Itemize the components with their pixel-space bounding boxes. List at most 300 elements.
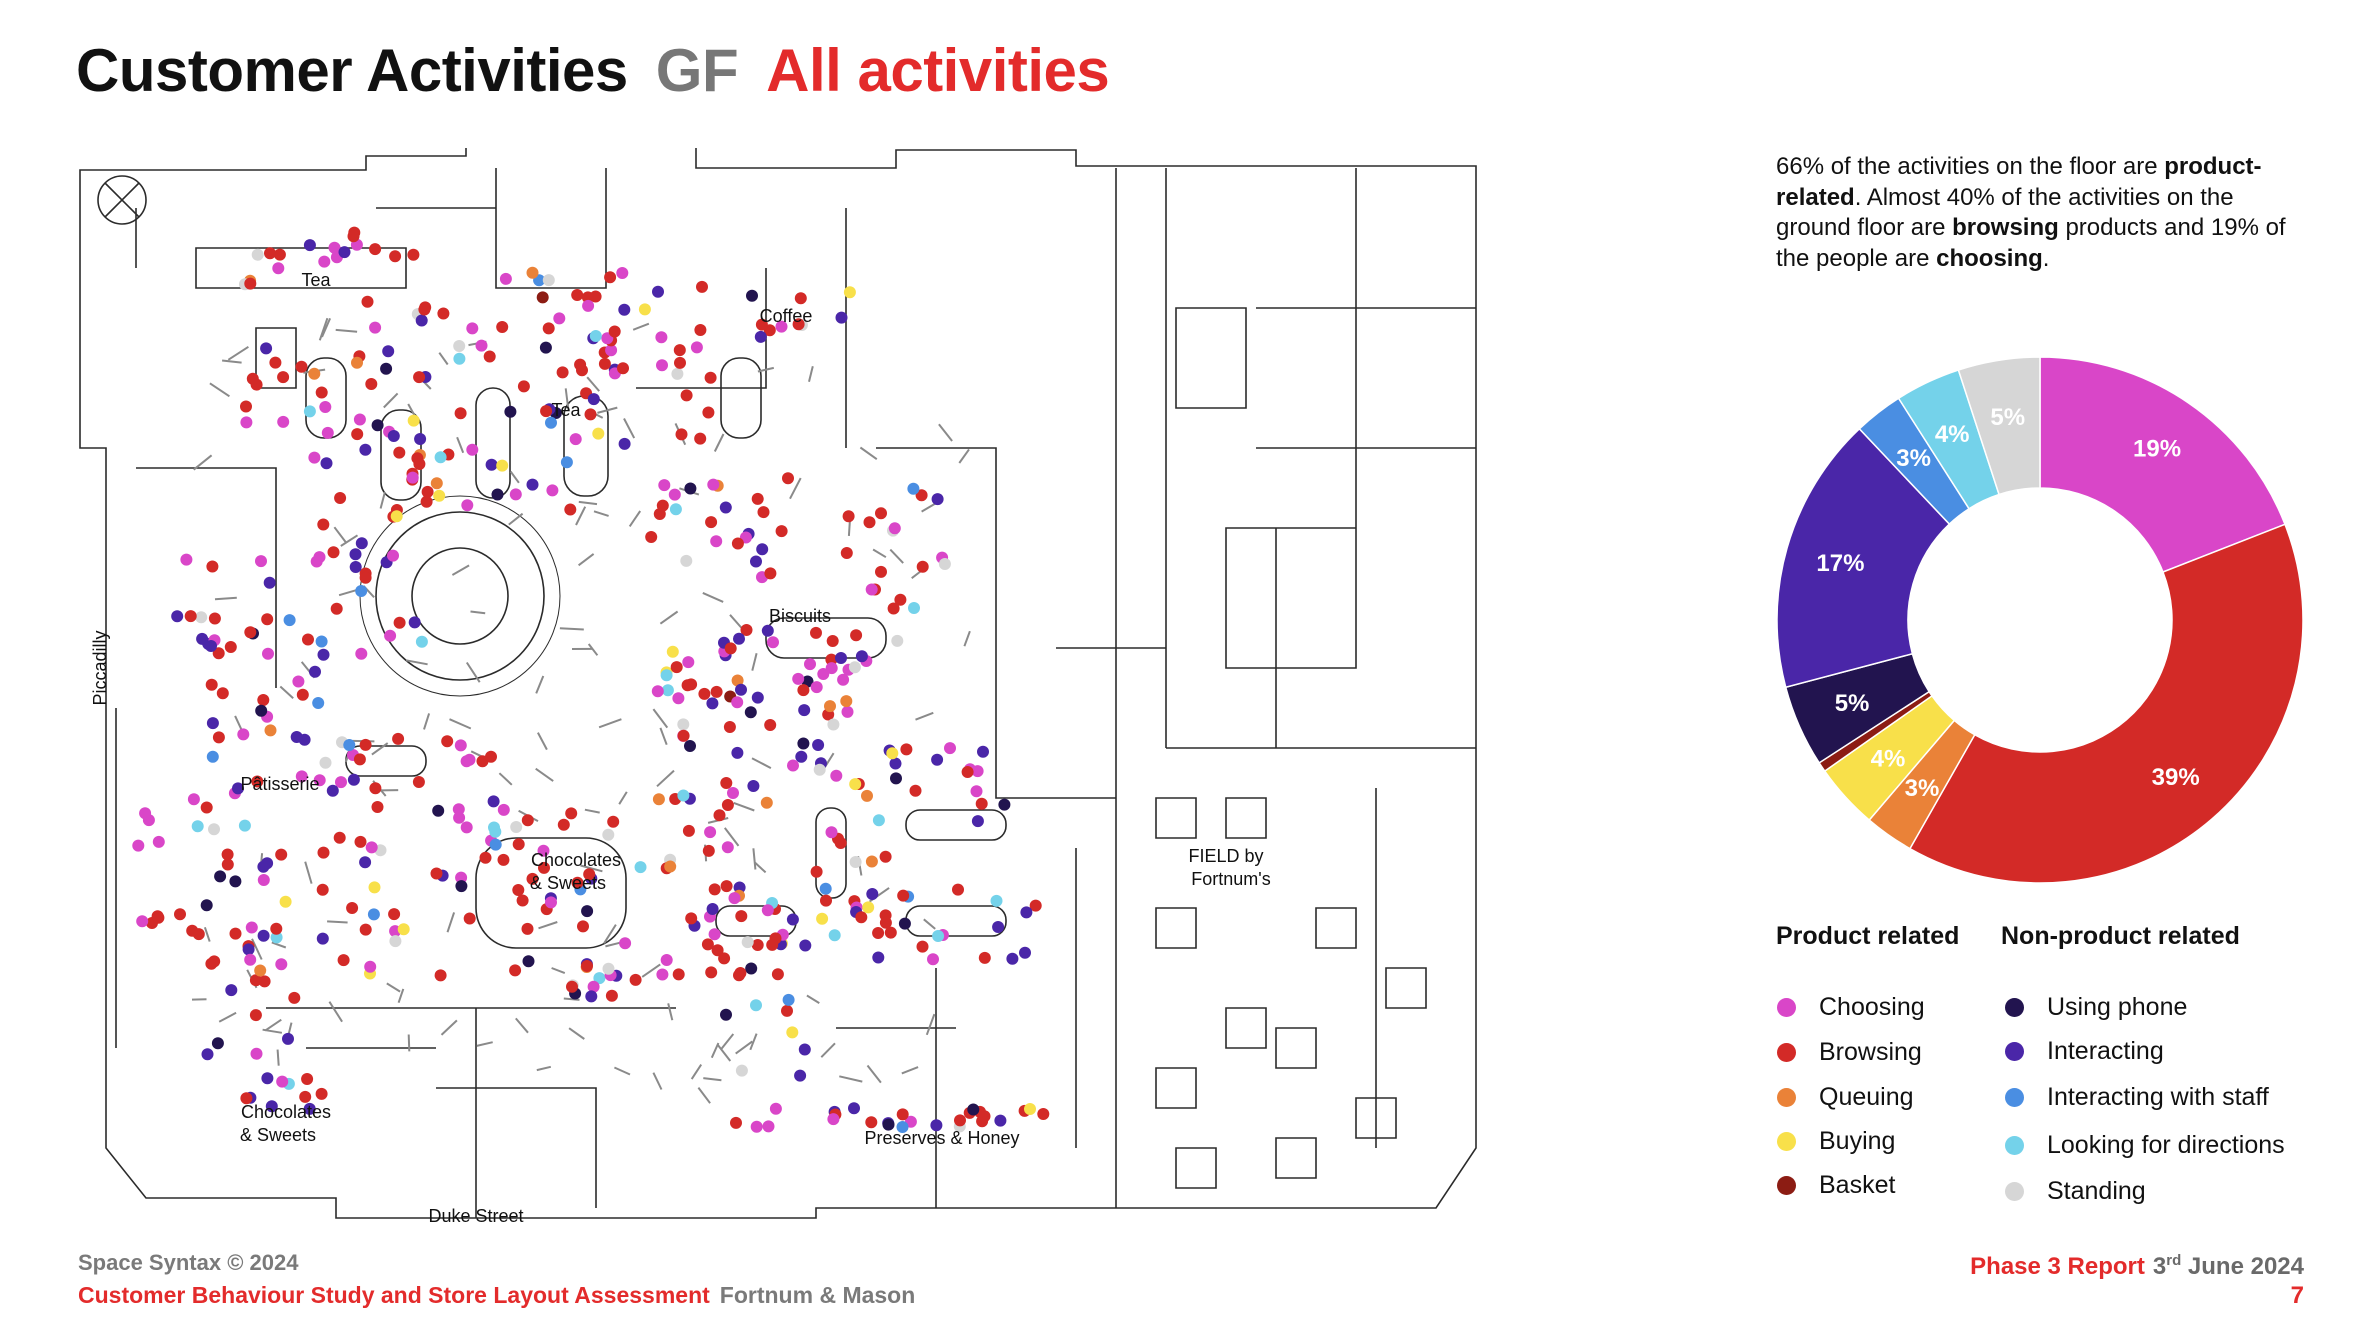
movement-arrow bbox=[452, 565, 469, 575]
donut-label-standing: 5% bbox=[1990, 404, 2026, 432]
legend-label: Interacting with staff bbox=[2047, 1083, 2269, 1111]
activity-marker bbox=[518, 380, 530, 392]
activity-marker bbox=[709, 928, 721, 940]
activity-marker bbox=[250, 1009, 262, 1021]
activity-marker bbox=[566, 981, 578, 993]
activity-marker bbox=[826, 662, 838, 674]
label-patisserie: Pâtisserie bbox=[240, 774, 320, 794]
activity-marker bbox=[409, 616, 421, 628]
movement-arrow bbox=[329, 1002, 342, 1022]
activity-marker bbox=[431, 868, 443, 880]
activity-marker bbox=[811, 866, 823, 878]
activity-marker bbox=[186, 925, 198, 937]
activity-marker bbox=[606, 990, 618, 1002]
activity-marker bbox=[280, 896, 292, 908]
movement-arrow bbox=[715, 434, 724, 452]
activity-marker bbox=[944, 742, 956, 754]
activity-marker bbox=[849, 778, 861, 790]
activity-marker bbox=[413, 776, 425, 788]
legend-swatch bbox=[1777, 998, 1796, 1017]
movement-arrow bbox=[215, 598, 237, 600]
activity-marker bbox=[962, 766, 974, 778]
donut-label-choosing: 19% bbox=[2133, 435, 2182, 463]
movement-arrow bbox=[703, 1078, 721, 1080]
activity-marker bbox=[776, 525, 788, 537]
activity-marker bbox=[413, 371, 425, 383]
activity-marker bbox=[850, 856, 862, 868]
activity-marker bbox=[201, 802, 213, 814]
desc-part-4: . bbox=[2042, 244, 2050, 272]
activity-marker bbox=[453, 353, 465, 365]
legend-swatch bbox=[1777, 1043, 1796, 1062]
legend-swatch bbox=[2005, 1088, 2024, 1107]
activity-marker bbox=[888, 603, 900, 615]
activity-marker bbox=[711, 686, 723, 698]
movement-arrow bbox=[222, 361, 242, 363]
activity-marker bbox=[455, 880, 467, 892]
activity-marker bbox=[498, 804, 510, 816]
activity-marker bbox=[327, 785, 339, 797]
activity-marker bbox=[225, 641, 237, 653]
activity-marker bbox=[577, 920, 589, 932]
activity-marker bbox=[318, 847, 330, 859]
activity-marker bbox=[680, 555, 692, 567]
legend-label: Using phone bbox=[2047, 993, 2188, 1021]
activity-marker bbox=[752, 692, 764, 704]
activity-marker bbox=[602, 829, 614, 841]
activity-marker bbox=[827, 1113, 839, 1125]
activity-marker bbox=[604, 271, 616, 283]
activity-marker bbox=[380, 363, 392, 375]
activity-marker bbox=[565, 807, 577, 819]
page-title bbox=[76, 36, 1137, 105]
activity-marker bbox=[866, 584, 878, 596]
activity-marker bbox=[498, 854, 510, 866]
activity-marker bbox=[455, 739, 467, 751]
activity-marker bbox=[277, 416, 289, 428]
activity-marker bbox=[747, 780, 759, 792]
activity-marker bbox=[671, 661, 683, 673]
activity-marker bbox=[758, 506, 770, 518]
movement-arrow bbox=[384, 393, 398, 407]
activity-marker bbox=[317, 519, 329, 531]
activity-marker bbox=[696, 281, 708, 293]
legend-swatch bbox=[1777, 1132, 1796, 1151]
activity-marker bbox=[243, 943, 255, 955]
donut-label-interacting: 17% bbox=[1816, 550, 1865, 578]
movement-arrow bbox=[619, 792, 627, 804]
activity-marker bbox=[603, 963, 615, 975]
activity-marker bbox=[230, 928, 242, 940]
activity-marker bbox=[308, 452, 320, 464]
activity-marker bbox=[132, 840, 144, 852]
activity-marker bbox=[543, 274, 555, 286]
activity-marker bbox=[334, 492, 346, 504]
movement-arrow bbox=[536, 676, 543, 693]
activity-marker bbox=[786, 1026, 798, 1038]
activity-marker bbox=[794, 1070, 806, 1082]
activity-marker bbox=[875, 507, 887, 519]
activity-marker bbox=[359, 856, 371, 868]
activity-marker bbox=[265, 724, 277, 736]
activity-marker bbox=[360, 572, 372, 584]
activity-marker bbox=[669, 489, 681, 501]
activity-marker bbox=[908, 602, 920, 614]
title-subtitle: All activities bbox=[766, 37, 1110, 104]
movement-arrow bbox=[424, 713, 429, 729]
movement-arrow bbox=[477, 1042, 493, 1046]
movement-arrow bbox=[448, 912, 455, 932]
activity-marker bbox=[252, 249, 264, 261]
activity-marker bbox=[750, 556, 762, 568]
activity-marker bbox=[724, 721, 736, 733]
floor-plan bbox=[76, 148, 1486, 1228]
activity-marker bbox=[277, 371, 289, 383]
activity-marker bbox=[139, 807, 151, 819]
activity-marker bbox=[866, 888, 878, 900]
movement-arrow bbox=[703, 593, 723, 602]
movement-arrow bbox=[698, 1088, 710, 1104]
activity-marker bbox=[288, 992, 300, 1004]
activity-marker bbox=[890, 758, 902, 770]
activity-marker bbox=[816, 913, 828, 925]
activity-marker bbox=[322, 427, 334, 439]
activity-marker bbox=[354, 414, 366, 426]
activity-marker bbox=[827, 635, 839, 647]
activity-marker bbox=[677, 790, 689, 802]
activity-marker bbox=[674, 344, 686, 356]
activity-marker bbox=[971, 785, 983, 797]
activity-marker bbox=[889, 522, 901, 534]
activity-marker bbox=[431, 477, 443, 489]
activity-marker bbox=[275, 958, 287, 970]
activity-marker bbox=[407, 472, 419, 484]
movement-arrow bbox=[922, 503, 937, 512]
activity-marker bbox=[875, 566, 887, 578]
activity-marker bbox=[557, 366, 569, 378]
activity-marker bbox=[630, 974, 642, 986]
activity-marker bbox=[309, 666, 321, 678]
activity-marker bbox=[645, 531, 657, 543]
activity-marker bbox=[255, 705, 267, 717]
movement-arrow bbox=[753, 848, 755, 869]
activity-marker bbox=[318, 256, 330, 268]
activity-marker bbox=[705, 966, 717, 978]
activity-marker bbox=[317, 884, 329, 896]
activity-marker bbox=[212, 1037, 224, 1049]
activity-marker bbox=[795, 292, 807, 304]
activity-marker bbox=[276, 1076, 288, 1088]
desc-part-2: . Almost 40% of the activities on the ground floor are bbox=[1776, 183, 2234, 241]
movement-arrow bbox=[569, 1028, 584, 1039]
activity-marker bbox=[209, 613, 221, 625]
activity-marker bbox=[976, 798, 988, 810]
activity-marker bbox=[433, 490, 445, 502]
activity-marker bbox=[706, 697, 718, 709]
movement-arrow bbox=[660, 728, 666, 745]
activity-marker bbox=[408, 415, 420, 427]
activity-marker bbox=[703, 845, 715, 857]
activity-marker bbox=[658, 479, 670, 491]
activity-marker bbox=[722, 799, 734, 811]
activity-marker bbox=[762, 904, 774, 916]
activity-marker bbox=[261, 1072, 273, 1084]
activity-marker bbox=[682, 656, 694, 668]
movement-arrow bbox=[752, 653, 756, 670]
activity-marker bbox=[414, 433, 426, 445]
activity-marker bbox=[527, 479, 539, 491]
activity-marker bbox=[391, 510, 403, 522]
legend-heading-product: Product related bbox=[1776, 922, 1960, 950]
activity-marker bbox=[355, 836, 367, 848]
movement-arrow bbox=[579, 554, 594, 565]
movement-arrow bbox=[752, 758, 771, 768]
activity-marker bbox=[799, 1044, 811, 1056]
legend-label: Queuing bbox=[1819, 1083, 1914, 1111]
activity-marker bbox=[504, 406, 516, 418]
activity-marker bbox=[856, 650, 868, 662]
activity-marker bbox=[174, 908, 186, 920]
central-stair bbox=[376, 512, 544, 680]
activity-marker bbox=[348, 774, 360, 786]
movement-arrow bbox=[653, 1073, 661, 1090]
activity-marker bbox=[389, 250, 401, 262]
movement-arrow bbox=[516, 1018, 528, 1032]
activity-marker bbox=[441, 735, 453, 747]
activity-marker bbox=[844, 286, 856, 298]
activity-marker bbox=[296, 361, 308, 373]
activity-marker bbox=[350, 561, 362, 573]
activity-marker bbox=[270, 923, 282, 935]
donut-label-buying: 4% bbox=[1870, 745, 1906, 773]
activity-marker bbox=[545, 896, 557, 908]
movement-arrow bbox=[210, 383, 230, 396]
page-number: 7 bbox=[2290, 1282, 2304, 1309]
activity-marker bbox=[284, 614, 296, 626]
activity-marker bbox=[297, 689, 309, 701]
activity-marker bbox=[656, 969, 668, 981]
movement-arrow bbox=[736, 1041, 753, 1053]
activity-marker bbox=[291, 731, 303, 743]
activity-marker bbox=[782, 472, 794, 484]
activity-marker bbox=[619, 937, 631, 949]
activity-marker bbox=[362, 296, 374, 308]
activity-marker bbox=[850, 629, 862, 641]
activity-marker bbox=[812, 739, 824, 751]
activity-marker bbox=[453, 812, 465, 824]
activity-marker bbox=[797, 738, 809, 750]
activity-marker bbox=[814, 764, 826, 776]
movement-arrow bbox=[509, 514, 523, 525]
activity-marker bbox=[992, 921, 1004, 933]
activity-marker bbox=[540, 342, 552, 354]
movement-arrow bbox=[660, 612, 677, 624]
movement-arrow bbox=[341, 535, 358, 546]
activity-marker bbox=[827, 719, 839, 731]
activity-marker bbox=[398, 923, 410, 935]
activity-marker bbox=[1024, 1103, 1036, 1115]
activity-marker bbox=[781, 1005, 793, 1017]
movement-arrow bbox=[939, 424, 952, 441]
activity-marker bbox=[732, 538, 744, 550]
legend-swatch bbox=[1777, 1176, 1796, 1195]
activity-marker bbox=[207, 751, 219, 763]
activity-marker bbox=[435, 969, 447, 981]
activity-marker bbox=[897, 890, 909, 902]
activity-marker bbox=[764, 719, 776, 731]
activity-marker bbox=[261, 857, 273, 869]
activity-marker bbox=[304, 239, 316, 251]
activity-marker bbox=[225, 984, 237, 996]
movement-arrow bbox=[539, 922, 558, 928]
activity-marker bbox=[244, 278, 256, 290]
legend-heading-non-product: Non-product related bbox=[2001, 922, 2240, 950]
activity-marker bbox=[269, 357, 281, 369]
activity-marker bbox=[582, 300, 594, 312]
movement-arrow bbox=[499, 773, 511, 785]
movement-arrow bbox=[964, 631, 970, 646]
activity-marker bbox=[619, 438, 631, 450]
activity-marker bbox=[369, 782, 381, 794]
movement-arrow bbox=[730, 615, 742, 628]
activity-marker bbox=[217, 687, 229, 699]
activity-marker bbox=[328, 546, 340, 558]
movement-arrow bbox=[219, 1013, 236, 1022]
activity-marker bbox=[334, 832, 346, 844]
activity-marker bbox=[355, 585, 367, 597]
activity-marker bbox=[206, 679, 218, 691]
activity-marker bbox=[652, 286, 664, 298]
activity-marker bbox=[855, 911, 867, 923]
activity-marker bbox=[836, 312, 848, 324]
activity-marker bbox=[673, 968, 685, 980]
movement-arrow bbox=[839, 1076, 862, 1081]
activity-marker bbox=[320, 757, 332, 769]
activity-marker bbox=[998, 799, 1010, 811]
activity-marker bbox=[510, 821, 522, 833]
activity-marker bbox=[418, 304, 430, 316]
activity-marker bbox=[275, 849, 287, 861]
movement-arrow bbox=[809, 366, 813, 381]
activity-marker bbox=[691, 341, 703, 353]
activity-marker bbox=[527, 267, 539, 279]
activity-marker bbox=[667, 646, 679, 658]
activity-marker bbox=[466, 322, 478, 334]
activity-marker bbox=[756, 543, 768, 555]
legend-swatch bbox=[2005, 1042, 2024, 1061]
activity-marker bbox=[653, 793, 665, 805]
activity-marker bbox=[581, 905, 593, 917]
activity-marker bbox=[835, 837, 847, 849]
activity-marker bbox=[512, 884, 524, 896]
activity-marker bbox=[722, 841, 734, 853]
movement-arrow bbox=[594, 511, 609, 516]
activity-marker bbox=[886, 747, 898, 759]
donut-label-interacting-with-staff: 3% bbox=[1896, 444, 1931, 472]
label-tea-center: Tea bbox=[551, 400, 581, 420]
activity-marker bbox=[873, 814, 885, 826]
activity-marker bbox=[709, 883, 721, 895]
activity-marker bbox=[261, 613, 273, 625]
activity-marker bbox=[553, 312, 565, 324]
activity-marker bbox=[466, 444, 478, 456]
legend-swatch bbox=[1777, 1088, 1796, 1107]
activity-marker bbox=[681, 389, 693, 401]
activity-marker bbox=[872, 952, 884, 964]
activity-marker bbox=[829, 929, 841, 941]
activity-marker bbox=[655, 331, 667, 343]
activity-marker bbox=[979, 1110, 991, 1122]
donut-label-using-phone: 5% bbox=[1834, 690, 1870, 718]
activity-marker bbox=[237, 728, 249, 740]
activity-marker bbox=[540, 405, 552, 417]
activity-marker bbox=[195, 611, 207, 623]
activity-marker bbox=[684, 740, 696, 752]
activity-marker bbox=[201, 899, 213, 911]
activity-marker bbox=[751, 1121, 763, 1133]
activity-marker bbox=[319, 401, 331, 413]
activity-marker bbox=[372, 801, 384, 813]
activity-marker bbox=[721, 880, 733, 892]
movement-arrow bbox=[860, 448, 876, 460]
movement-arrow bbox=[387, 983, 400, 991]
activity-marker bbox=[991, 895, 1003, 907]
activity-marker bbox=[767, 636, 779, 648]
activity-marker bbox=[710, 535, 722, 547]
activity-marker bbox=[255, 555, 267, 567]
activity-marker bbox=[202, 1048, 214, 1060]
activity-marker bbox=[453, 340, 465, 352]
activity-marker bbox=[240, 416, 252, 428]
legend-label: Basket bbox=[1819, 1171, 1896, 1199]
activity-marker bbox=[416, 636, 428, 648]
activity-marker bbox=[152, 912, 164, 924]
activity-marker bbox=[734, 967, 746, 979]
activity-marker bbox=[670, 503, 682, 515]
activity-marker bbox=[351, 357, 363, 369]
activity-marker bbox=[369, 243, 381, 255]
activity-marker bbox=[835, 652, 847, 664]
activity-marker bbox=[356, 537, 368, 549]
activity-marker bbox=[339, 246, 351, 258]
activity-marker bbox=[761, 797, 773, 809]
movement-arrow bbox=[272, 942, 286, 947]
activity-marker bbox=[698, 688, 710, 700]
activity-marker bbox=[570, 433, 582, 445]
activity-marker bbox=[393, 447, 405, 459]
activity-marker bbox=[592, 428, 604, 440]
activity-marker bbox=[664, 861, 676, 873]
activity-marker bbox=[264, 577, 276, 589]
label-chocolates-bl-1: Chocolates bbox=[240, 1102, 332, 1122]
activity-marker bbox=[787, 760, 799, 772]
activity-marker bbox=[388, 908, 400, 920]
activity-marker bbox=[206, 561, 218, 573]
activity-marker bbox=[861, 790, 873, 802]
activity-marker bbox=[317, 933, 329, 945]
footer-date: 3rd June 2024 bbox=[2152, 1252, 2304, 1280]
activity-marker bbox=[455, 407, 467, 419]
activity-marker bbox=[258, 874, 270, 886]
activity-marker bbox=[954, 1114, 966, 1126]
activity-marker bbox=[607, 816, 619, 828]
activity-marker bbox=[437, 308, 449, 320]
activity-marker bbox=[188, 793, 200, 805]
activity-marker bbox=[787, 914, 799, 926]
activity-marker bbox=[581, 960, 593, 972]
activity-marker bbox=[824, 700, 836, 712]
activity-marker bbox=[1020, 906, 1032, 918]
